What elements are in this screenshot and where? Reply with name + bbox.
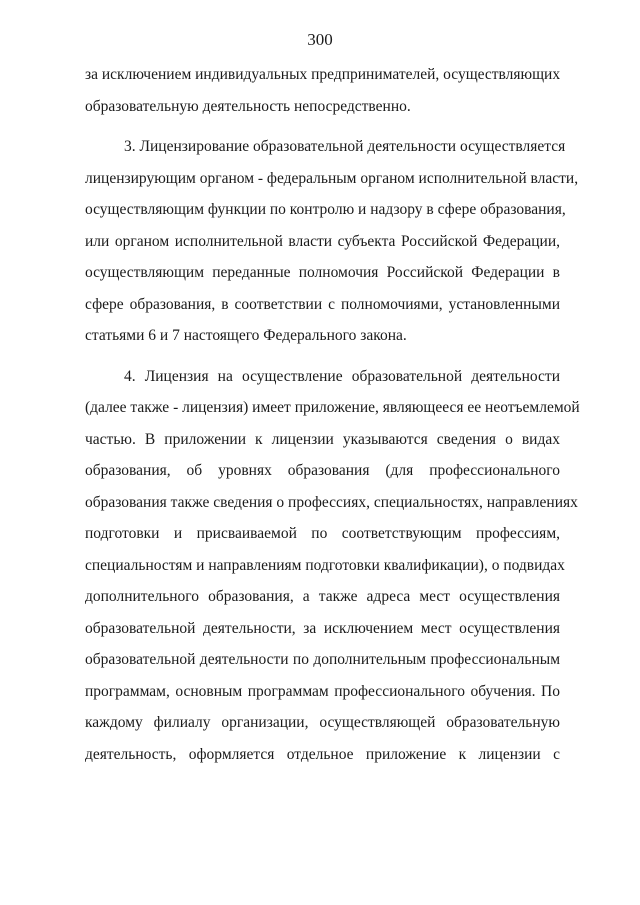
text-line: статьями 6 и 7 настоящего Федерального закона. bbox=[85, 327, 407, 344]
page-number: 300 bbox=[307, 30, 333, 49]
text-line: частью. В приложении к лицензии указываются сведения о видах bbox=[85, 430, 560, 448]
text-line: 3. Лицензирование образовательной деятельности осуществляется bbox=[124, 138, 566, 155]
text-line: (далее также - лицензия) имеет приложение, являющееся ее неотъемлемой bbox=[85, 399, 580, 416]
text-line: осуществляющим функции по контролю и надзору в сфере образования, bbox=[85, 201, 566, 218]
paragraph-continuation bbox=[85, 64, 560, 127]
paragraph-spacer bbox=[85, 357, 560, 366]
text-line: деятельность, оформляется отдельное приложение к лицензии с bbox=[85, 745, 560, 763]
text-line: осуществляющим переданные полномочия Российской Федерации в bbox=[85, 264, 560, 281]
text-line: дополнительного образования, а также адреса мест осуществления bbox=[85, 588, 560, 605]
paragraph-3 bbox=[85, 136, 579, 357]
text-line: подготовки и присваиваемой по соответствующим профессиям, bbox=[85, 525, 560, 542]
text-line: 4. Лицензия на осуществление образовательной деятельности bbox=[124, 367, 560, 385]
paragraph-spacer bbox=[85, 127, 560, 136]
text-line: образовательную деятельность непосредственно. bbox=[85, 97, 411, 115]
text-line: или органом исполнительной власти субъекта Российской Федерации, bbox=[85, 232, 560, 250]
text-line: образовательной деятельности по дополнительным профессиональным bbox=[85, 651, 560, 668]
paragraph-4 bbox=[85, 366, 580, 776]
document-body bbox=[85, 64, 580, 775]
text-line: лицензирующим органом - федеральным органом исполнительной власти, bbox=[85, 169, 579, 187]
text-line: образования также сведения о профессиях, специальностях, направлениях bbox=[85, 493, 578, 511]
text-line: программам, основным программам профессионального обучения. По bbox=[85, 682, 560, 700]
text-line: образования, об уровнях образования (для профессионального bbox=[85, 462, 560, 479]
text-line: специальностям и направлениям подготовки квалификации), о подвидах bbox=[85, 556, 565, 574]
text-line: образовательной деятельности, за исключением мест осуществления bbox=[85, 619, 560, 637]
text-line: каждому филиалу организации, осуществляющей образовательную bbox=[85, 714, 560, 731]
text-line: сфере образования, в соответствии с полномочиями, установленными bbox=[85, 295, 560, 313]
text-line: за исключением индивидуальных предпринимателей, осуществляющих bbox=[85, 66, 561, 83]
